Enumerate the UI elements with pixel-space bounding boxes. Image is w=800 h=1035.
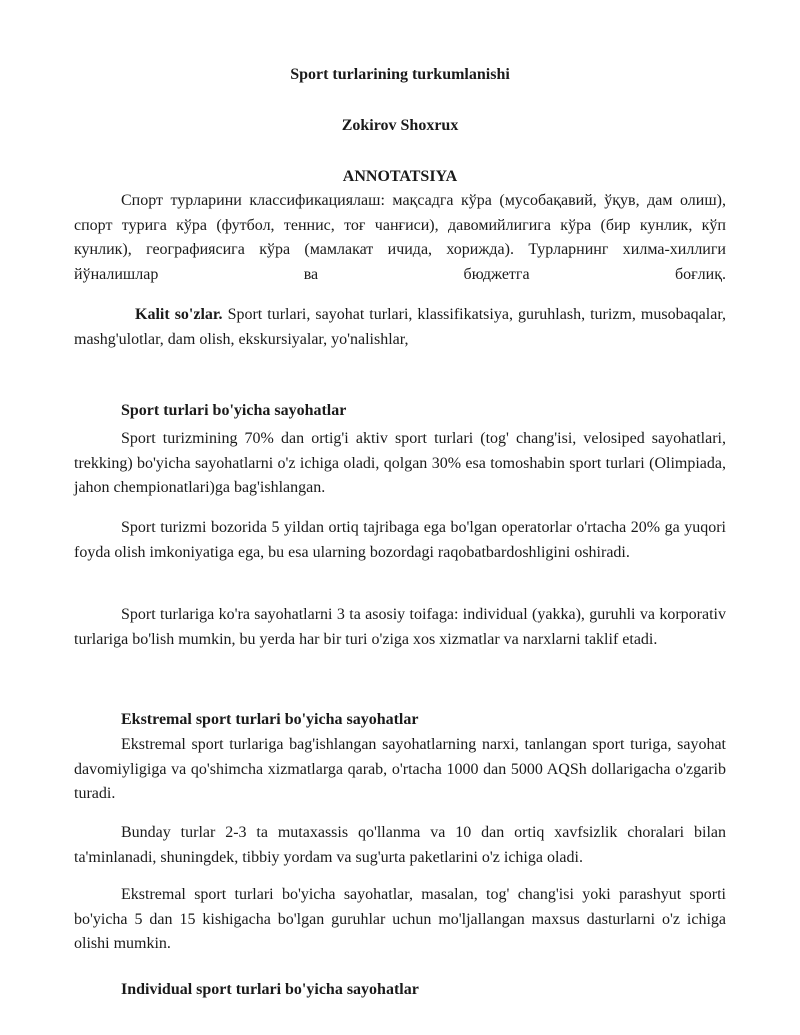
annotation-paragraph: Спорт турларини классификациялаш: мақсадга кўра (мусобақавий, ўқув, дам олиш), спорт турига кўра (футбол, теннис, тоғ чанғиси), давомийлигига кўра (бир кунлик, кўп кунлик), географиясига кўра (мамлакат ичида, хорижда). Турларнинг хилма-хиллиги йўналишлар ва бюджетга боғлиқ. <box>74 192 726 283</box>
keywords-block <box>74 303 726 352</box>
section-paragraph-block <box>74 883 726 957</box>
section-paragraph: Sport turlariga ko'ra sayohatlarni 3 ta asosiy toifaga: individual (yakka), guruhli va korporativ turlariga bo'lish mumkin, bu yerda har bir turi o'ziga xos xizmatlar va narxlarni taklif etadi. <box>74 606 726 648</box>
annotation-heading: ANNOTATSIYA <box>342 168 458 185</box>
keywords-paragraph <box>74 303 726 352</box>
author-name: Zokirov Shoxrux <box>341 117 459 134</box>
section-paragraph: Ekstremal sport turlariga bag'ishlangan sayohatlarning narxi, tanlangan sport turiga, sayohat davomiyligiga va qo'shimcha xizmatlarga qarab, o'rtacha 1000 dan 5000 AQSh dollarigacha o'zgarib turadi. <box>74 736 726 802</box>
section-paragraph-block <box>74 516 726 565</box>
section-paragraph-block <box>74 733 726 807</box>
annotation-block <box>74 189 726 287</box>
document-title: Sport turlarining turkumlanishi <box>290 66 510 83</box>
keywords-text: Sport turlari, sayohat turlari, klassifikatsiya, guruhlash, turizm, musobaqalar, mashg'ulotlar, dam olish, ekskursiyalar, yo'nalishlar, <box>74 306 727 348</box>
section-heading: Ekstremal sport turlari bo'yicha sayohatlar <box>121 711 419 728</box>
section-paragraph: Sport turizmining 70% dan ortig'i aktiv sport turlari (tog' chang'isi, velosiped sayohatlari, trekking) bo'yicha sayohatlarni o'z ichiga oladi, qolgan 30% esa tomoshabin sport turlari (Olimpiada, jahon chempionatlari)ga bag'ishlangan. <box>74 430 726 496</box>
section-paragraph: Ekstremal sport turlari bo'yicha sayohatlar, masalan, tog' chang'isi yoki parashyut sporti bo'yicha 5 dan 15 kishigacha bo'lgan guruhlar uchun mo'ljallangan maxsus dasturlarni o'z ichiga olishi mumkin. <box>74 886 726 952</box>
section-heading: Sport turlari bo'yicha sayohatlar <box>121 402 347 419</box>
section-paragraph: Sport turizmi bozorida 5 yildan ortiq tajribaga ega bo'lgan operatorlar o'rtacha 20% ga yuqori foyda olish imkoniyatiga ega, bu esa ularning bozordagi raqobatbardoshligini oshiradi. <box>74 519 726 561</box>
section-paragraph-block <box>74 821 726 870</box>
section-paragraph: Bunday turlar 2-3 ta mutaxassis qo'llanma va 10 dan ortiq xavfsizlik choralari bilan ta'minlanadi, shuningdek, tibbiy yordam va sug'urta paketlarini o'z ichiga oladi. <box>74 824 726 866</box>
section-paragraph-block <box>74 427 726 501</box>
section-paragraph-block <box>74 603 726 652</box>
keywords-label: Kalit so'zlar. <box>135 306 223 323</box>
section-heading: Individual sport turlari bo'yicha sayohatlar <box>121 981 419 998</box>
